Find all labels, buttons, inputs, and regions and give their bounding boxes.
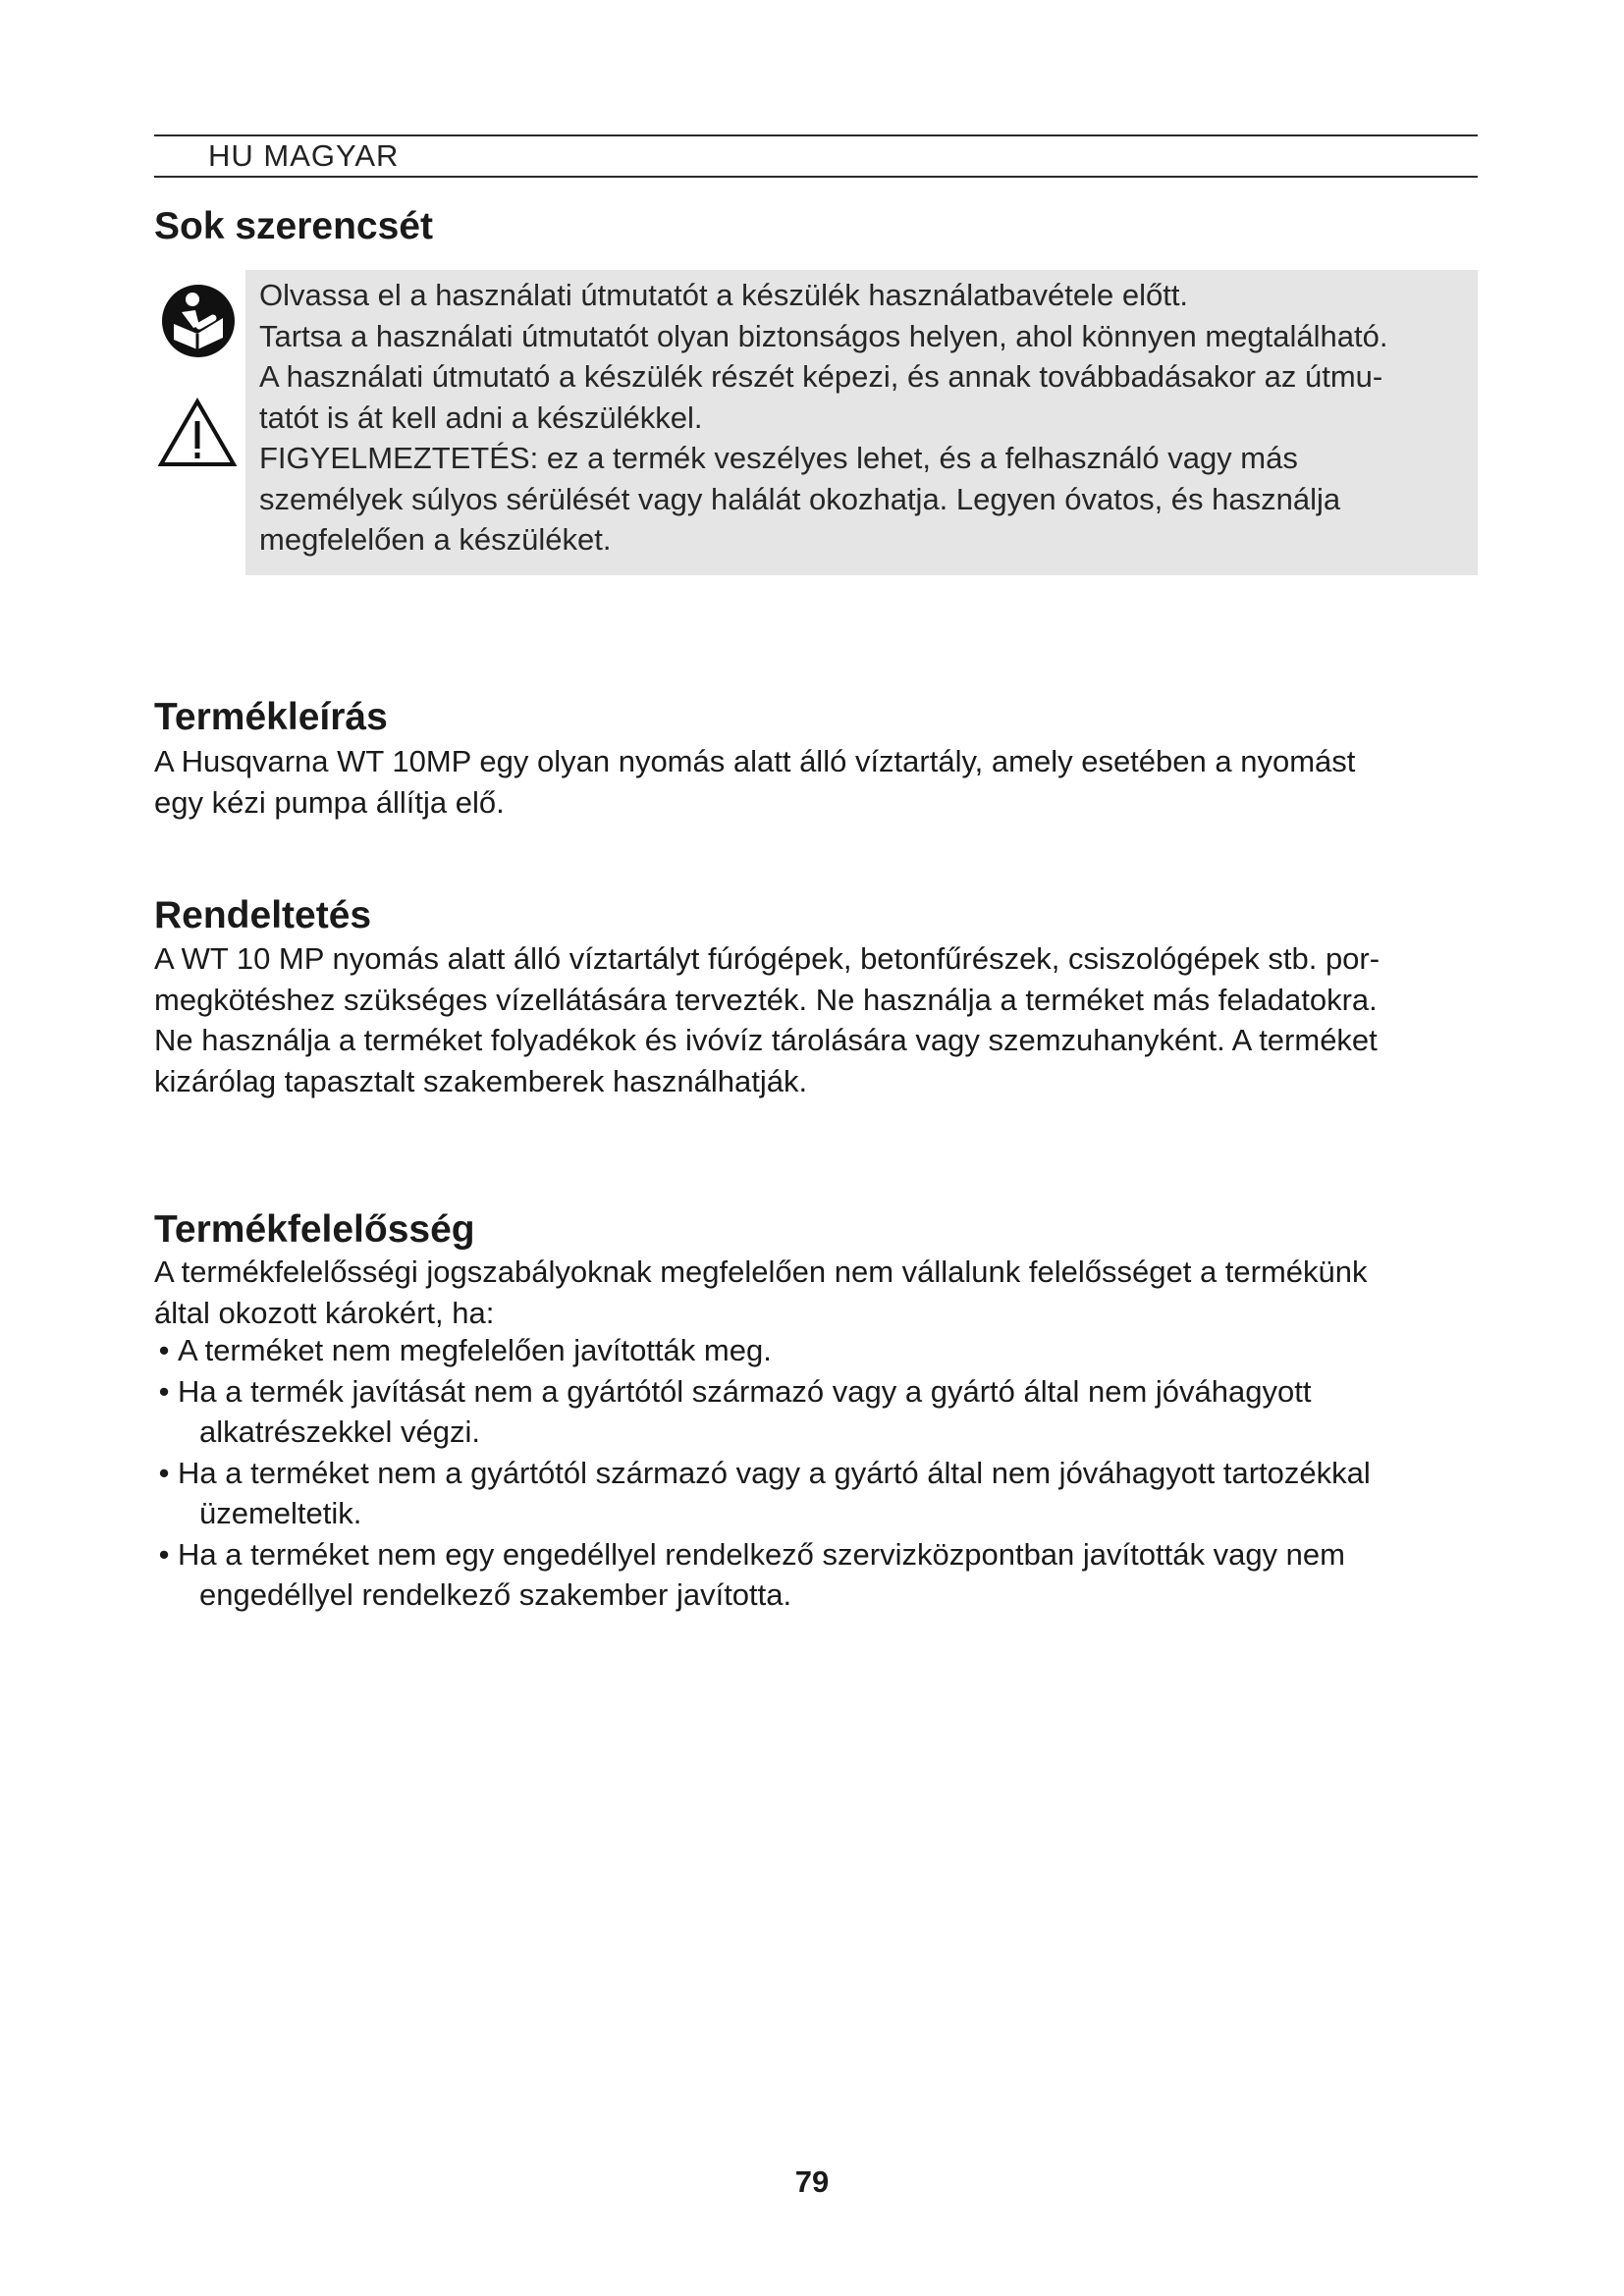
liability-bullet-list bbox=[154, 1330, 1489, 1616]
bullet-line: A terméket nem megfelelően javították meg. bbox=[178, 1333, 772, 1367]
purpose-line: Ne használja a terméket folyadékok és ivóvíz tárolására vagy szemzuhanyként. A terméket bbox=[154, 1023, 1378, 1057]
language-label: HU MAGYAR bbox=[208, 138, 400, 173]
liability-line: által okozott károkért, ha: bbox=[154, 1295, 495, 1330]
bullet-dot: • bbox=[158, 1333, 170, 1367]
liability-title: Termékfelelősség bbox=[154, 1208, 475, 1251]
notice-line: megfelelően a készüléket. bbox=[259, 522, 612, 557]
notice-line: A használati útmutató a készülék részét képezi, és annak továbbadásakor az útmu- bbox=[259, 359, 1383, 394]
notice-line: tatót is át kell adni a készülékkel. bbox=[259, 400, 703, 435]
list-item bbox=[154, 1534, 1489, 1616]
liability-line: A termékfelelősségi jogszabályoknak megfelelően nem vállalunk felelősséget a termékünk bbox=[154, 1255, 1368, 1289]
description-line: egy kézi pumpa állítja elő. bbox=[154, 784, 505, 820]
purpose-line: A WT 10 MP nyomás alatt álló víztartályt fúrógépek, betonfűrészek, csiszológépek stb. por- bbox=[154, 941, 1380, 976]
header-bottom-rule bbox=[154, 176, 1478, 178]
warning-triangle-icon bbox=[157, 398, 238, 468]
header-top-rule bbox=[154, 134, 1478, 136]
bullet-dot: • bbox=[158, 1536, 170, 1572]
bullet-line: alkatrészekkel végzi. bbox=[199, 1415, 481, 1449]
bullet-line: Ha a terméket nem egy engedéllyel rendelkező szervizközpontban javították vagy nem bbox=[178, 1536, 1345, 1572]
purpose-title: Rendeltetés bbox=[154, 894, 372, 936]
safety-notice-box bbox=[245, 270, 1478, 575]
notice-line: Olvassa el a használati útmutatót a készülék használatbavétele előtt. bbox=[259, 278, 1189, 312]
list-item bbox=[154, 1330, 1489, 1371]
purpose-text bbox=[154, 938, 1489, 1101]
notice-line: Tartsa a használati útmutatót olyan biztonságos helyen, ahol könnyen megtalálható. bbox=[259, 318, 1388, 353]
purpose-line: kizárólag tapasztalt szakemberek használhatják. bbox=[154, 1063, 808, 1098]
page-number: 79 bbox=[794, 2164, 830, 2199]
liability-intro bbox=[154, 1252, 1489, 1333]
list-item bbox=[154, 1453, 1489, 1534]
bullet-line: Ha a termék javítását nem a gyártótól származó vagy a gyártó által nem jóváhagyott bbox=[178, 1373, 1312, 1409]
notice-line: FIGYELMEZTETÉS: ez a termék veszélyes lehet, és a felhasználó vagy más bbox=[259, 441, 1298, 475]
purpose-line: megkötéshez szükséges vízellátására tervezték. Ne használja a terméket más feladatokra. bbox=[154, 982, 1378, 1017]
description-text bbox=[154, 741, 1489, 823]
bullet-line: engedéllyel rendelkező szakember javította. bbox=[199, 1577, 792, 1612]
bullet-line: üzemeltetik. bbox=[199, 1496, 362, 1530]
read-manual-icon bbox=[160, 283, 237, 359]
bullet-line: Ha a terméket nem a gyártótól származó vagy a gyártó által nem jóváhagyott tartozékkal bbox=[178, 1455, 1371, 1490]
notice-line: személyek súlyos sérülését vagy halálát okozhatja. Legyen óvatos, és használja bbox=[259, 481, 1341, 516]
description-line: A Husqvarna WT 10MP egy olyan nyomás alatt álló víztartály, amely esetében a nyomást bbox=[154, 744, 1356, 778]
description-title: Termékleírás bbox=[154, 696, 388, 738]
safety-notice-text bbox=[259, 275, 1491, 561]
list-item bbox=[154, 1371, 1489, 1453]
bullet-dot: • bbox=[158, 1373, 170, 1409]
intro-title: Sok szerencsét bbox=[154, 205, 433, 247]
bullet-dot: • bbox=[158, 1455, 170, 1490]
